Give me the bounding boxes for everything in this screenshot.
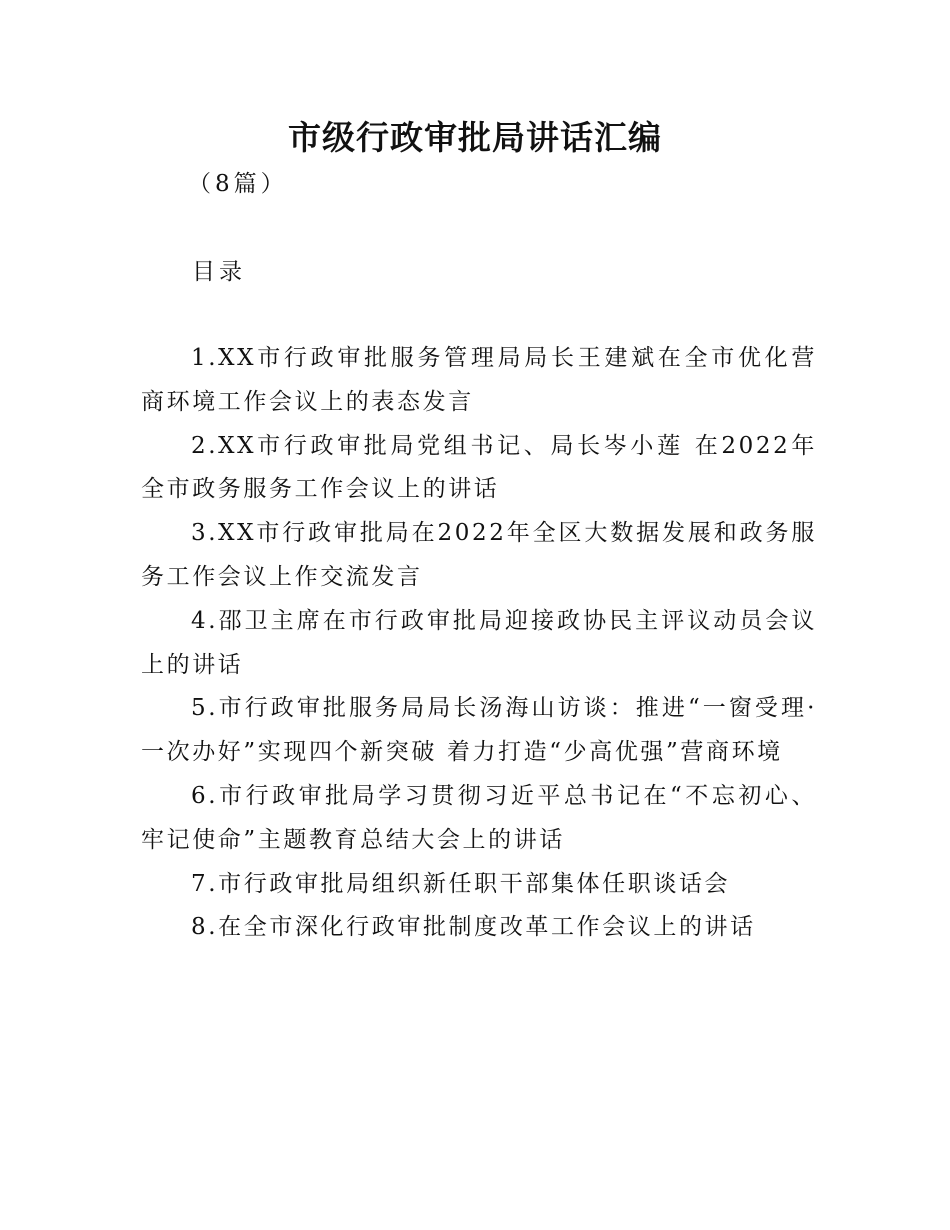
toc-item-2: 2.XX市行政审批局党组书记、局长岑小莲 在2022年全市政务服务工作会议上的讲话 xyxy=(141,432,817,503)
document-subtitle: （8篇） xyxy=(188,171,288,197)
document-title: 市级行政审批局讲话汇编 xyxy=(288,118,662,157)
toc-item-5: 5.市行政审批服务局局长汤海山访谈：推进“一窗受理·一次办好”实现四个新突破 着力打造“少高优强”营商环境 xyxy=(141,695,817,766)
toc-item-8: 8.在全市深化行政审批制度改革工作会议上的讲话 xyxy=(191,914,756,941)
toc-item-7: 7.市行政审批局组织新任职干部集体任职谈话会 xyxy=(191,870,731,897)
toc-item-4: 4.邵卫主席在市行政审批局迎接政协民主评议动员会议上的讲话 xyxy=(141,607,817,678)
toc-item-1: 1.XX市行政审批服务管理局局长王建斌在全市优化营商环境工作会议上的表态发言 xyxy=(141,345,817,415)
toc-item-3: 3.XX市行政审批局在2022年全区大数据发展和政务服务工作会议上作交流发言 xyxy=(141,520,817,590)
toc-list xyxy=(141,337,817,950)
toc-item-6: 6.市行政审批局学习贯彻习近平总书记在“不忘初心、牢记使命”主题教育总结大会上的讲话 xyxy=(141,782,817,853)
toc-heading: 目录 xyxy=(192,259,246,285)
